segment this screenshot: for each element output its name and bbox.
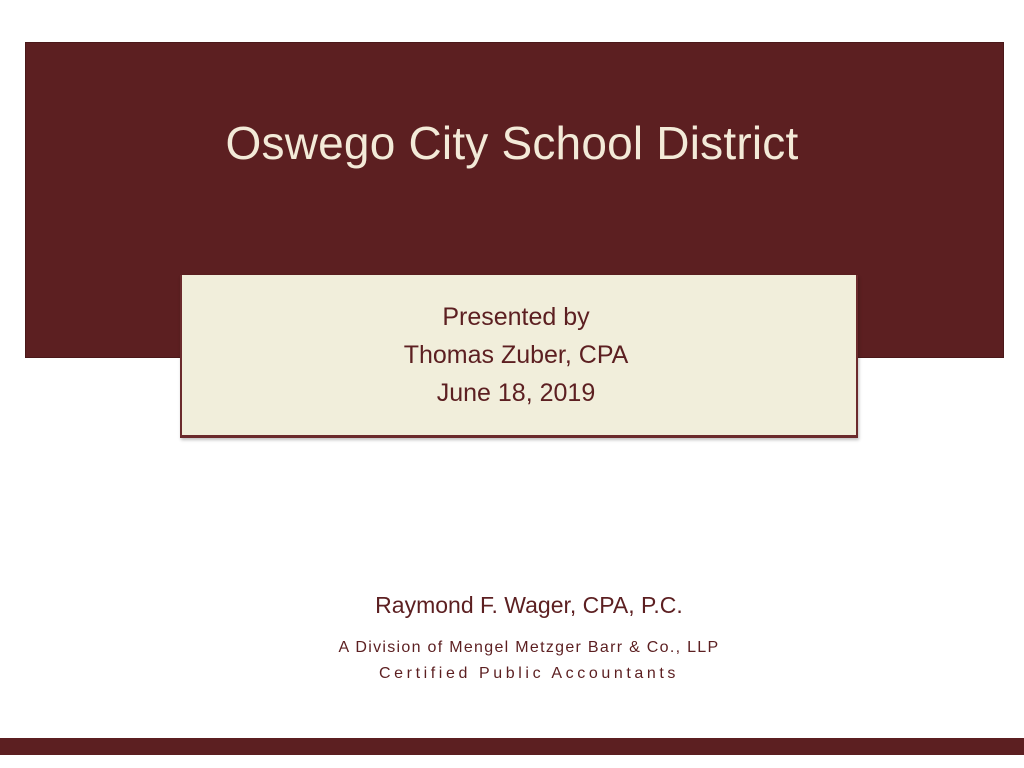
- firm-designation: Certified Public Accountants: [378, 665, 680, 682]
- subtitle-text: [180, 298, 852, 412]
- slide-title: Oswego City School District: [225, 117, 799, 169]
- presented-by-label: Presented by: [442, 303, 590, 331]
- bottom-band: [0, 738, 1024, 755]
- presenter-name: Thomas Zuber, CPA: [403, 341, 629, 369]
- presentation-date: June 18, 2019: [436, 379, 596, 407]
- firm-name: Raymond F. Wager, CPA, P.C.: [375, 592, 683, 618]
- firm-division: A Division of Mengel Metzger Barr & Co., LLP: [338, 639, 720, 656]
